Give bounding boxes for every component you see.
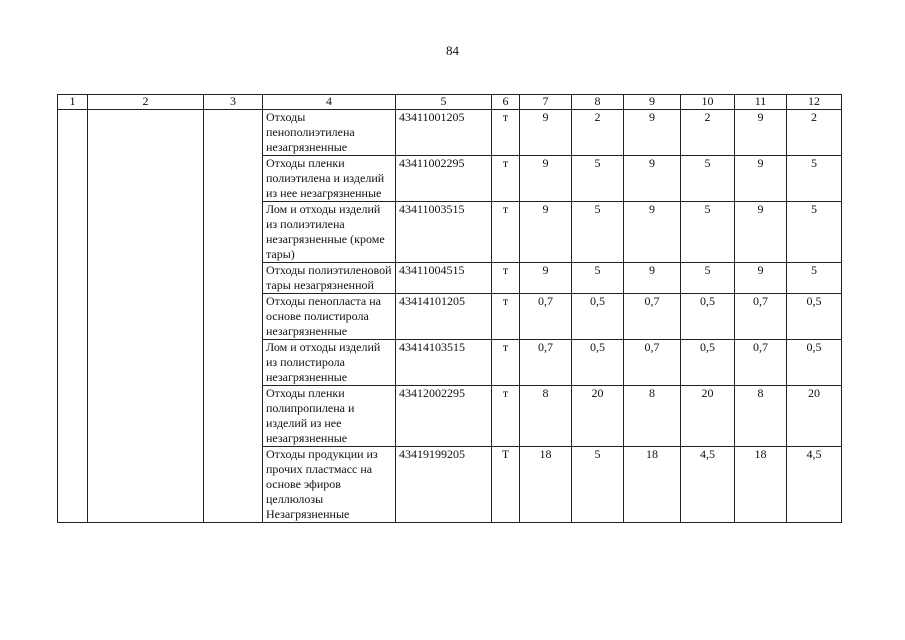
column-header: 8 [572, 95, 624, 110]
column-header: 4 [263, 95, 396, 110]
value-cell: 9 [624, 156, 681, 202]
value-cell: 9 [520, 263, 572, 294]
waste-name: Отходы пленки полиэтилена и изделий из нее незагрязненные [263, 156, 396, 202]
value-cell: 8 [735, 386, 787, 447]
value-cell: 2 [572, 110, 624, 156]
unit: т [492, 294, 520, 340]
value-cell: 2 [681, 110, 735, 156]
value-cell: 8 [624, 386, 681, 447]
column-header: 2 [88, 95, 204, 110]
empty-cell-col2 [88, 110, 204, 523]
value-cell: 5 [787, 156, 842, 202]
waste-table [57, 94, 842, 523]
value-cell: 5 [572, 447, 624, 523]
value-cell: 9 [520, 202, 572, 263]
value-cell: 5 [681, 263, 735, 294]
unit: т [492, 340, 520, 386]
waste-code: 43419199205 [396, 447, 492, 523]
value-cell: 0,7 [735, 294, 787, 340]
value-cell: 20 [681, 386, 735, 447]
value-cell: 20 [787, 386, 842, 447]
value-cell: 9 [735, 263, 787, 294]
value-cell: 0,5 [787, 340, 842, 386]
unit: т [492, 202, 520, 263]
value-cell: 0,7 [624, 340, 681, 386]
waste-name: Лом и отходы изделий из полиэтилена незагрязненные (кроме тары) [263, 202, 396, 263]
value-cell: 18 [735, 447, 787, 523]
waste-name: Отходы продукции из прочих пластмасс на основе эфиров целлюлозы Незагрязненные [263, 447, 396, 523]
waste-code: 43414103515 [396, 340, 492, 386]
value-cell: 0,7 [520, 340, 572, 386]
waste-name: Отходы полиэтиленовой тары незагрязненной [263, 263, 396, 294]
column-header: 5 [396, 95, 492, 110]
value-cell: 18 [624, 447, 681, 523]
column-header: 9 [624, 95, 681, 110]
value-cell: 8 [520, 386, 572, 447]
value-cell: 0,5 [572, 340, 624, 386]
value-cell: 0,7 [624, 294, 681, 340]
value-cell: 9 [520, 156, 572, 202]
empty-cell-col3 [204, 110, 263, 523]
table-row [58, 110, 842, 156]
waste-code: 43411004515 [396, 263, 492, 294]
waste-name: Лом и отходы изделий из полистирола незагрязненные [263, 340, 396, 386]
value-cell: 9 [735, 110, 787, 156]
column-header: 6 [492, 95, 520, 110]
value-cell: 5 [787, 202, 842, 263]
unit: Т [492, 447, 520, 523]
value-cell: 9 [735, 156, 787, 202]
value-cell: 4,5 [787, 447, 842, 523]
unit: т [492, 386, 520, 447]
value-cell: 4,5 [681, 447, 735, 523]
value-cell: 9 [520, 110, 572, 156]
unit: т [492, 110, 520, 156]
value-cell: 0,5 [787, 294, 842, 340]
column-header: 11 [735, 95, 787, 110]
value-cell: 0,7 [735, 340, 787, 386]
value-cell: 20 [572, 386, 624, 447]
column-header: 3 [204, 95, 263, 110]
value-cell: 9 [624, 202, 681, 263]
empty-cell-col1 [58, 110, 88, 523]
waste-name: Отходы пленки полипропилена и изделий из нее незагрязненные [263, 386, 396, 447]
value-cell: 9 [624, 263, 681, 294]
value-cell: 5 [681, 156, 735, 202]
table-header-row [58, 95, 842, 110]
waste-code: 43412002295 [396, 386, 492, 447]
value-cell: 0,5 [681, 340, 735, 386]
value-cell: 5 [572, 263, 624, 294]
waste-code: 43411001205 [396, 110, 492, 156]
value-cell: 9 [624, 110, 681, 156]
column-header: 7 [520, 95, 572, 110]
value-cell: 9 [735, 202, 787, 263]
waste-code: 43411002295 [396, 156, 492, 202]
waste-code: 43414101205 [396, 294, 492, 340]
unit: т [492, 156, 520, 202]
value-cell: 2 [787, 110, 842, 156]
value-cell: 5 [787, 263, 842, 294]
value-cell: 0,5 [681, 294, 735, 340]
column-header: 12 [787, 95, 842, 110]
column-header: 1 [58, 95, 88, 110]
value-cell: 5 [681, 202, 735, 263]
value-cell: 5 [572, 156, 624, 202]
value-cell: 18 [520, 447, 572, 523]
waste-name: Отходы пенополиэтилена незагрязненные [263, 110, 396, 156]
value-cell: 5 [572, 202, 624, 263]
waste-name: Отходы пенопласта на основе полистирола незагрязненные [263, 294, 396, 340]
value-cell: 0,7 [520, 294, 572, 340]
unit: т [492, 263, 520, 294]
page-number: 84 [446, 43, 459, 58]
waste-code: 43411003515 [396, 202, 492, 263]
value-cell: 0,5 [572, 294, 624, 340]
column-header: 10 [681, 95, 735, 110]
